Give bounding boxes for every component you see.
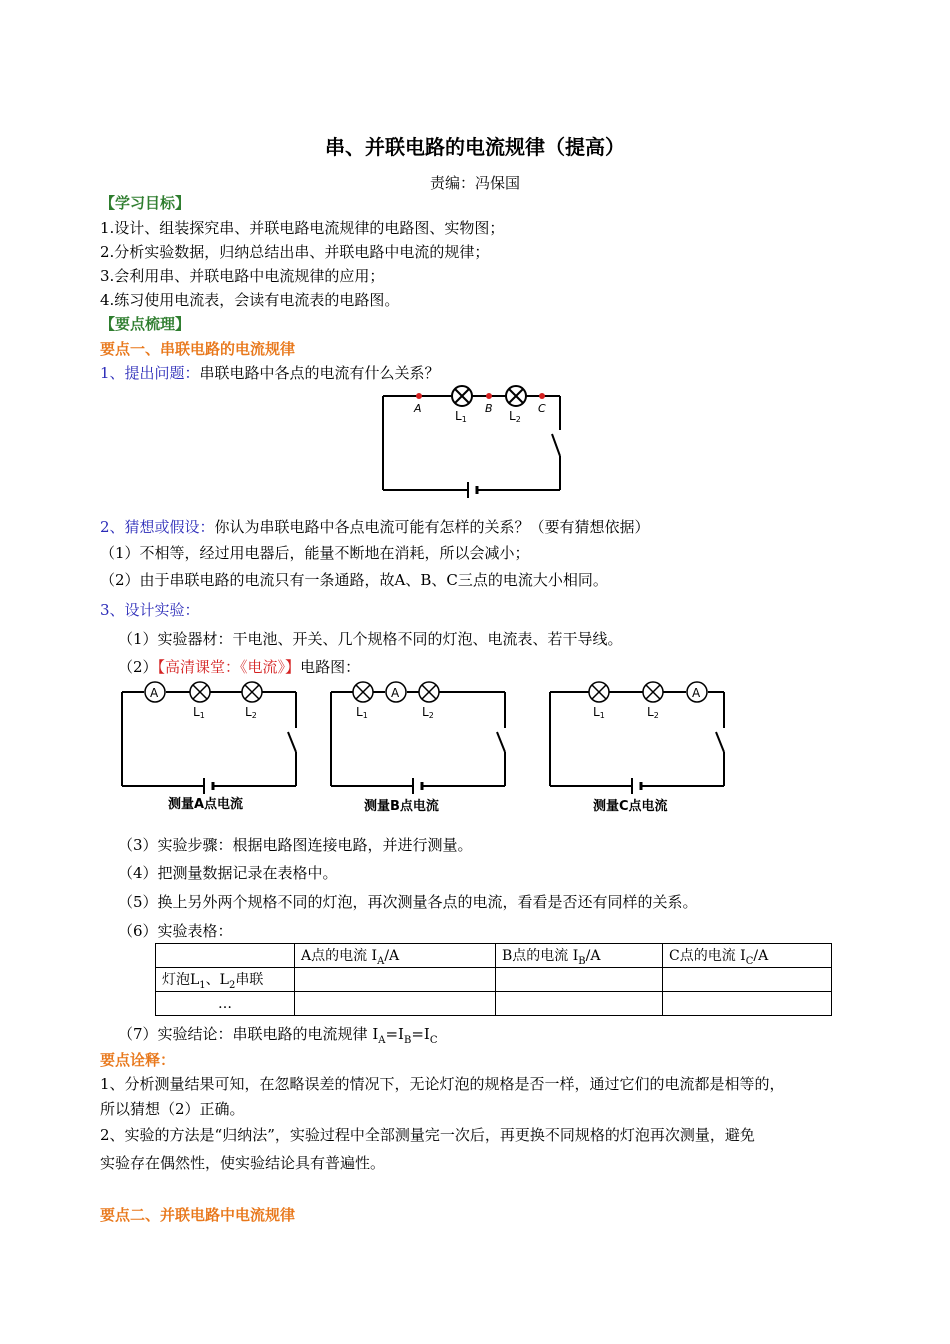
- question2-text: 你认为串联电路中各点电流可能有怎样的关系？（要有猜想依据）: [214, 518, 650, 536]
- step-1: （1）实验器材：干电池、开关、几个规格不同的灯泡、电流表、若干导线。: [118, 630, 623, 648]
- objective-item: 3.会利用串、并联电路中电流规律的应用；: [100, 267, 385, 285]
- battery: [468, 482, 477, 498]
- point2-heading: 要点二、并联电路中电流规律: [100, 1206, 296, 1224]
- point1-heading: 要点一、串联电路的电流规律: [100, 340, 296, 358]
- point-a-label: A: [414, 402, 422, 415]
- lamp-l2-label: L2: [509, 409, 521, 424]
- lamp-l2-icon: [506, 386, 526, 406]
- svg-text:L1: L1: [356, 705, 368, 720]
- guess-1: （1）不相等，经过用电器后，能量不断地在消耗，所以会减小；: [100, 544, 530, 562]
- measurement-diagrams: [110, 676, 740, 821]
- point-c-label: C: [538, 402, 546, 415]
- svg-text:L1: L1: [193, 705, 205, 720]
- question1-text: 串联电路中各点的电流有什么关系？: [199, 364, 440, 382]
- page-title: 串、并联电路的电流规律（提高）: [325, 135, 625, 159]
- step-6: （6）实验表格：: [118, 922, 233, 940]
- question2-label: 2、猜想或假设：: [100, 518, 215, 536]
- point-b-dot: [486, 393, 492, 399]
- lamp-l1-icon: [452, 386, 472, 406]
- step-4: （4）把测量数据记录在表格中。: [118, 864, 338, 882]
- question1-label: 1、提出问题：: [100, 364, 200, 382]
- explanation-p2-line1: 2、实验的方法是“归纳法”，实验过程中全部测量完一次后，再更换不同规格的灯泡再次测量，避免: [100, 1126, 755, 1144]
- guess-2: （2）由于串联电路的电流只有一条通路，故A、B、C三点的电流大小相同。: [100, 571, 608, 589]
- explanation-p1-line2: 所以猜想（2）正确。: [100, 1100, 245, 1118]
- step-2: （2）【高清课堂：《电流》】电路图：: [118, 658, 361, 676]
- objective-item: 4.练习使用电流表，会读有电流表的电路图。: [100, 291, 400, 309]
- svg-text:L1: L1: [593, 705, 605, 720]
- table-header-cell: C点的电流 $I_C/A$: [663, 944, 832, 968]
- point-c-dot: [539, 393, 545, 399]
- svg-text:L2: L2: [422, 705, 434, 720]
- svg-text:L2: L2: [647, 705, 659, 720]
- diagram-measure-b: [331, 682, 505, 814]
- table-row-label: 灯泡$L_1$、$L_2$串联: [156, 968, 295, 992]
- objective-item: 1.设计、组装探究串、并联电路电流规律的电路图、实物图；: [100, 219, 505, 237]
- explanation-heading: 要点诠释：: [100, 1051, 176, 1069]
- diagram-measure-c: [550, 682, 724, 814]
- step-5: （5）换上另外两个规格不同的灯泡，再次测量各点的电流，看看是否还有同样的关系。: [118, 893, 698, 911]
- ammeter-icon: A: [391, 686, 400, 700]
- objective-item: 2.分析实验数据，归纳总结出串、并联电路中电流的规律；: [100, 243, 490, 261]
- explanation-p2-line2: 实验存在偶然性，使实验结论具有普遍性。: [100, 1154, 386, 1172]
- svg-text:L2: L2: [245, 705, 257, 720]
- table-row-label: …: [156, 992, 295, 1016]
- table-header-cell: B点的电流 $I_B/A$: [496, 944, 663, 968]
- caption-measure-a: 测量A点电流: [168, 797, 244, 812]
- ammeter-icon: A: [150, 686, 159, 700]
- experiment-table: [155, 943, 832, 1016]
- table-row: [156, 992, 832, 1016]
- hd-class-link[interactable]: 【高清课堂：《电流》】: [157, 658, 301, 676]
- caption-measure-c: 测量C点电流: [593, 799, 668, 814]
- caption-measure-b: 测量B点电流: [364, 799, 439, 814]
- question3-label: 3、设计实验：: [100, 601, 200, 619]
- table-header-row: [156, 944, 832, 968]
- lamp-l1-label: L1: [455, 409, 467, 424]
- explanation-p1-line1: 1、分析测量结果可知，在忽略误差的情况下，无论灯泡的规格是否一样，通过它们的电流都是相等的，: [100, 1075, 785, 1093]
- switch: [552, 434, 560, 456]
- table-header-cell: A点的电流 $I_A/A$: [295, 944, 496, 968]
- diagram-measure-a: [122, 682, 296, 812]
- ammeter-icon: A: [692, 686, 701, 700]
- editor-line: 责编：冯保国: [429, 174, 520, 192]
- question2: [100, 517, 650, 537]
- point-a-dot: [416, 393, 422, 399]
- table-row: [156, 968, 832, 992]
- series-circuit-diagram: [378, 378, 568, 498]
- step-7: （7）实验结论：串联电路的电流规律 $I_A=I_B=I_C$: [118, 1025, 438, 1046]
- objectives-heading: 【学习目标】: [100, 194, 191, 212]
- step-3: （3）实验步骤：根据电路图连接电路，并进行测量。: [118, 836, 473, 854]
- point-b-label: B: [485, 402, 493, 415]
- key-points-heading: 【要点梳理】: [100, 315, 191, 333]
